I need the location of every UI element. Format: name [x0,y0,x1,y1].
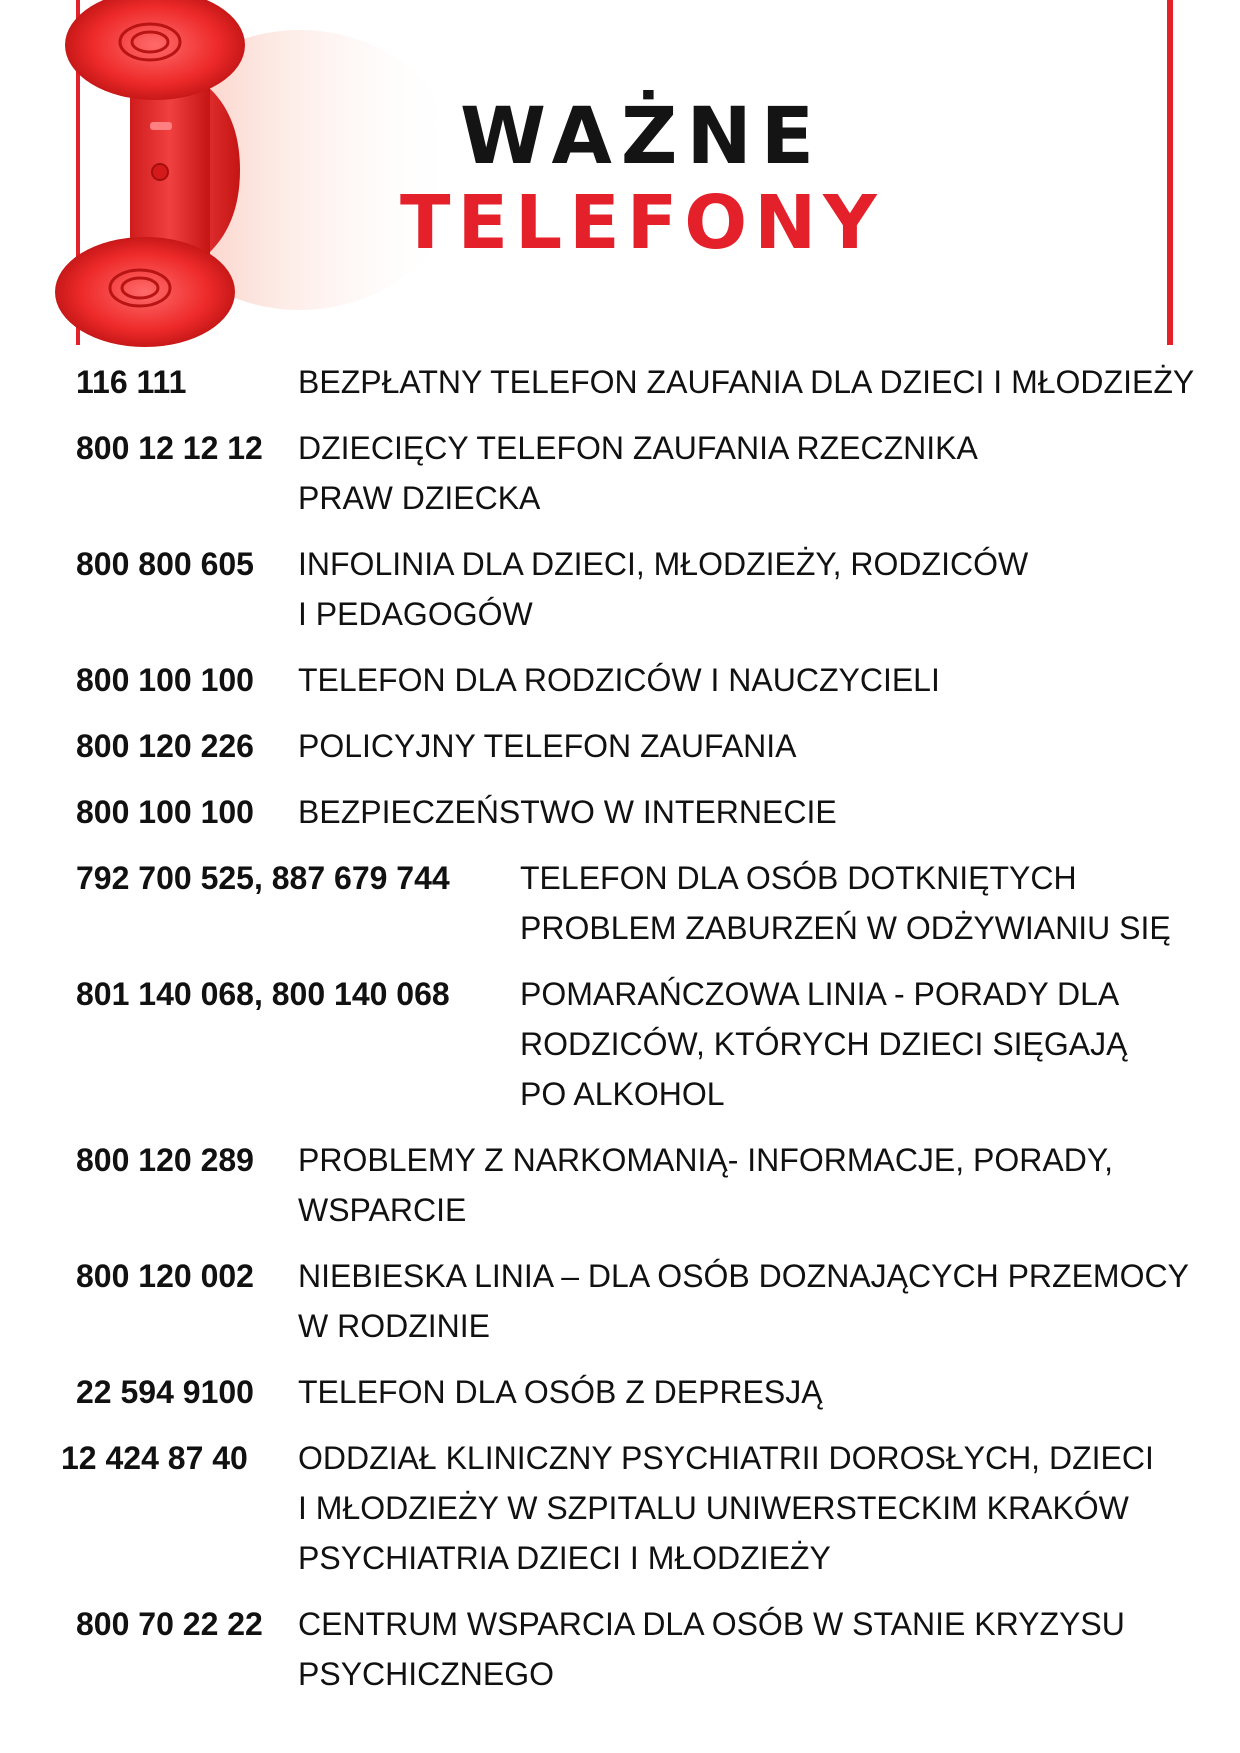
description-line: ODDZIAŁ KLINICZNY PSYCHIATRII DOROSŁYCH, DZIECI [298,1440,1154,1476]
phone-number: 801 140 068, 800 140 068 [76,976,450,1012]
description-line: WSPARCIE [298,1192,467,1228]
phone-number: 800 120 002 [76,1258,254,1294]
phone-number: 800 12 12 12 [76,430,263,466]
phone-number: 792 700 525, 887 679 744 [76,860,450,896]
phone-number: 800 120 226 [76,728,254,764]
description-line: PROBLEMY Z NARKOMANIĄ- INFORMACJE, PORADY, [298,1142,1113,1178]
description-line: POLICYJNY TELEFON ZAUFANIA [298,728,797,764]
phone-number: 800 100 100 [76,662,254,698]
description-line: PSYCHIATRIA DZIECI I MŁODZIEŻY [298,1540,831,1576]
phone-description [520,853,1171,953]
phone-description [520,969,1127,1119]
description-line: PROBLEM ZABURZEŃ W ODŻYWIANIU SIĘ [520,910,1171,946]
description-line: BEZPIECZEŃSTWO W INTERNECIE [298,794,837,830]
description-line: TELEFON DLA RODZICÓW I NAUCZYCIELI [298,662,940,698]
description-line: PO ALKOHOL [520,1076,725,1112]
description-line: I MŁODZIEŻY W SZPITALU UNIWERSTECKIM KRAKÓW [298,1490,1129,1526]
title-line-2: TELEFONY [400,180,884,266]
description-line: CENTRUM WSPARCIA DLA OSÓB W STANIE KRYZYSU [298,1606,1125,1642]
description-line: W RODZINIE [298,1308,490,1344]
phone-description [298,1599,1125,1699]
phone-description [298,721,797,771]
phone-description [298,1251,1189,1351]
description-line: DZIECIĘCY TELEFON ZAUFANIA RZECZNIKA [298,430,978,466]
phone-description [298,357,1194,407]
phone-number: 800 800 605 [76,546,254,582]
phone-description [298,1135,1113,1235]
description-line: PSYCHICZNEGO [298,1656,555,1692]
title-line-1: WAŻNE [460,92,824,182]
phone-description [298,539,1028,639]
phone-number: 800 120 289 [76,1142,254,1178]
phone-description [298,1367,823,1417]
description-line: RODZICÓW, KTÓRYCH DZIECI SIĘGAJĄ [520,1026,1128,1062]
phone-number: 800 100 100 [76,794,254,830]
phone-description [298,1433,1154,1583]
phone-number: 800 70 22 22 [76,1606,263,1642]
description-line: I PEDAGOGÓW [298,596,533,632]
phone-description [298,655,940,705]
description-line: POMARAŃCZOWA LINIA - PORADY DLA [520,976,1120,1012]
phone-description [298,423,978,523]
description-line: TELEFON DLA OSÓB Z DEPRESJĄ [298,1374,823,1410]
description-line: PRAW DZIECKA [298,480,541,516]
description-line: INFOLINIA DLA DZIECI, MŁODZIEŻY, RODZICÓW [298,546,1029,582]
header-banner [0,0,1240,350]
phone-number: 116 111 [76,364,187,400]
phone-number: 22 594 9100 [76,1374,254,1410]
phone-number: 12 424 87 40 [61,1440,248,1476]
description-line: BEZPŁATNY TELEFON ZAUFANIA DLA DZIECI I MŁODZIEŻY [298,364,1195,400]
description-line: NIEBIESKA LINIA – DLA OSÓB DOZNAJĄCYCH PRZEMOCY [298,1258,1189,1294]
description-line: TELEFON DLA OSÓB DOTKNIĘTYCH [520,860,1077,896]
phone-description [298,787,837,837]
